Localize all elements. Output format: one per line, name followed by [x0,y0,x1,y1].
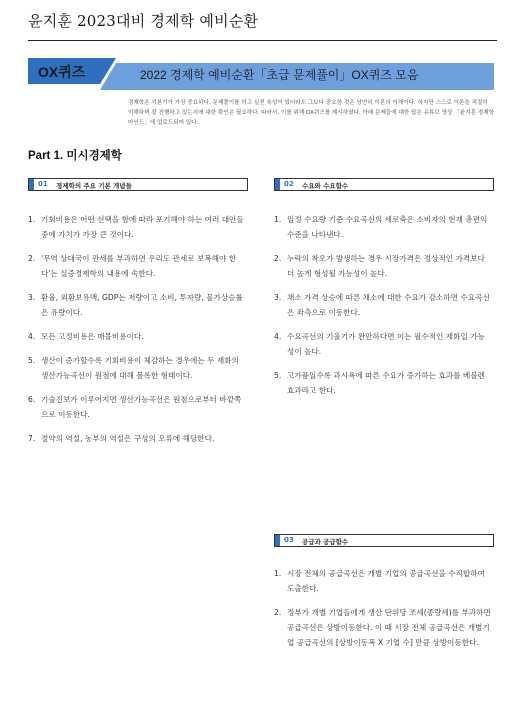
question-item [274,566,492,596]
question-list-01 [28,212,246,455]
section-banner [28,58,494,90]
question-text: 채소 가격 상승에 따른 채소에 대한 수요가 감소하면 수요곡선은 좌측으로 이동한다. [287,293,490,317]
question-number: 6. [28,395,36,404]
question-item [274,368,492,398]
section-title: 경제학의 주요 기본 개념들 [56,181,132,190]
question-text: 일정 수요량 기준 수요곡선의 세로축은 소비자의 현재 총편익 수준을 나타낸다. [287,215,488,239]
question-number: 3. [274,293,282,302]
question-number: 4. [28,332,36,341]
question-text: 모든 고정비용은 매몰비용이다. [41,332,144,341]
question-number: 2. [28,254,36,263]
question-number: 1. [274,569,282,578]
question-item [274,212,492,242]
question-text: 환율, 외환보유액, GDP는 저량이고 소비, 투자량, 물가상승률은 유량이다. [41,293,243,317]
section-number: 03 [284,536,294,544]
question-item [28,353,246,383]
question-item [274,251,492,281]
section-number: 01 [38,180,48,188]
question-text: 기술진보가 이루어지면 생산가능곡선은 원점으로부터 바깥쪽으로 이동한다. [41,395,242,419]
question-text: 절약의 역설, 농부의 역설은 구성의 오류에 해당한다. [41,434,215,443]
question-text: 누락의 착오가 발생하는 경우 시장가격은 정상적인 가격보다 더 높게 형성될 가능성이 높다. [287,254,485,278]
banner-title: 2022 경제학 예비순환「초급 문제풀이」OX퀴즈 모음 [140,68,419,82]
question-number: 7. [28,434,36,443]
section-accent-bar [275,535,280,546]
question-number: 2. [274,608,282,617]
question-text: 기회비용은 어떤 선택을 함에 따라 포기해야 하는 여러 대안들 중에 가치가 가장 큰 것이다. [41,215,244,239]
question-item [28,212,246,242]
question-text: 정부가 개별 기업들에게 생산 단위당 조세(종량세)를 부과하면 공급곡선은 상방이동한다. 이 때 시장 전체 공급곡선은 개별기업 공급곡선의 [상방이동폭 X 기업 수] 만큼 상방이동한다. [287,608,491,647]
question-text: 시장 전체의 공급곡선은 개별 기업의 공급곡선을 수직합하여 도출한다. [287,569,485,593]
question-number: 1. [274,215,282,224]
question-item [28,251,246,281]
intro-paragraph: 경제학은 기본기가 가장 중요하다. 문제풀이를 하고 실전 육성이 있더라도 그보다 중요한 것은 당연히 이론의 이해이다. 하지만 스스로 이론을 적절히 이해하며 잘 진행하고 있는지에 대한 확인은 필요하다. 따라서, 이를 위해 OX퀴즈를 제시하였다. 아래 문제들에 대한 답은 유튜브 영상 「윤지훈 경제학 마인드」에 업로드되어 있다. [128,100,494,126]
section-number: 02 [284,180,294,188]
question-item [28,290,246,320]
question-number: 4. [274,332,282,341]
question-item [28,392,246,422]
question-number: 5. [28,356,36,365]
question-text: '무역 상대국이 관세를 부과하면 우리도 관세로 보복해야 한다'는 실증경제학의 내용에 속한다. [41,254,237,278]
question-list-03 [274,566,492,659]
section-title: 공급과 공급함수 [302,537,349,546]
question-number: 5. [274,371,282,380]
document-title: 윤지훈 2023대비 경제학 예비순환 [28,12,259,30]
question-item [274,329,492,359]
question-number: 1. [28,215,36,224]
banner-tag: OX퀴즈 [38,64,86,80]
section-header-03 [274,534,494,547]
question-text: 생산이 증가할수록 기회비용이 체감하는 경우에는 두 재화의 생산가능곡선이 원점에 대해 볼록한 형태이다. [41,356,239,380]
part-title: Part 1. 미시경제학 [28,150,122,162]
section-accent-bar [275,179,280,190]
section-accent-bar [29,179,34,190]
section-header-02 [274,178,494,191]
question-number: 3. [28,293,36,302]
question-number: 2. [274,254,282,263]
question-text: 수요곡선의 기울기가 완만하다면 이는 필수적인 재화일 가능성이 높다. [287,332,485,356]
question-item [28,329,246,344]
question-item [274,605,492,650]
title-divider [28,40,497,41]
section-header-01 [28,178,248,191]
question-item [28,431,246,446]
question-item [274,290,492,320]
question-text: 고가품일수록 과시욕에 따른 수요가 증가하는 효과를 베블렌효과라고 한다. [287,371,485,395]
section-title: 수요와 수요함수 [302,181,349,190]
question-list-02 [274,212,492,407]
